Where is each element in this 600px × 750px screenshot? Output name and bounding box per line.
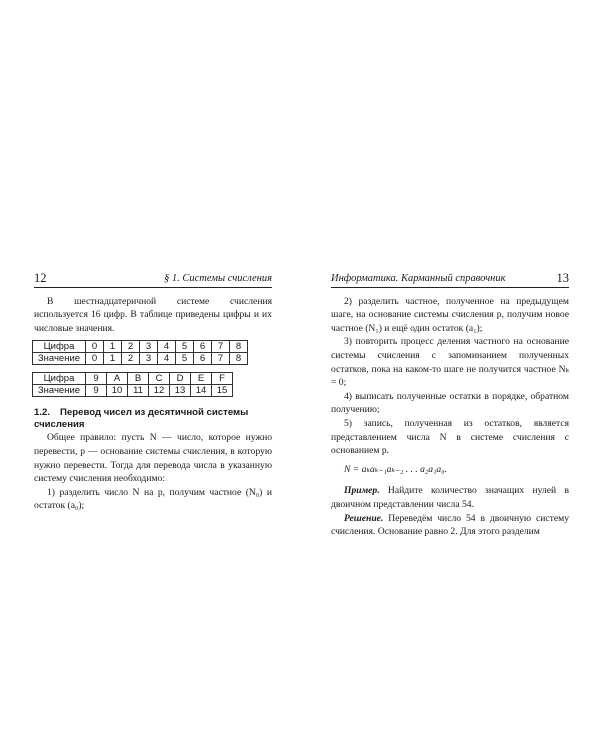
table-cell: 6 <box>194 353 212 365</box>
formula: N = aₖaₖ₋₁aₖ₋₂ . . . a₂a₁a₀. <box>344 463 447 475</box>
left-running-title: § 1. Системы счисления <box>164 273 272 284</box>
table-cell: 7 <box>212 353 230 365</box>
table-cell: 14 <box>191 385 212 397</box>
table-cell: 4 <box>158 341 176 353</box>
right-running-head <box>331 272 569 288</box>
table-row <box>33 385 233 397</box>
table-header-cell: Значение <box>33 385 86 397</box>
table-cell: 5 <box>176 353 194 365</box>
table-cell: A <box>107 373 128 385</box>
table-cell: C <box>149 373 170 385</box>
rule-paragraph: Общее правило: пусть N — число, которое нужно перевести, p — основание системы счисления, в которую нужно перевести. Тогда для перевода числа в указанную систему счисления необходимо: <box>34 432 272 485</box>
table-cell: 8 <box>230 353 248 365</box>
step-3: 3) повторить процесс деления частного на основание системы счисления с запоминанием полученных остатков, пока на каком-то шаге не получится частное Nₖ = 0; <box>331 336 569 389</box>
section-title: Перевод чисел из десятичной системы счисления <box>34 407 249 431</box>
step-2: 2) разделить частное, полученное на предыдущем шаге, на основание системы счисления p, получим новое частное (N₁) и ещё один остаток (a₁); <box>331 295 569 334</box>
right-page-number: 13 <box>556 271 569 285</box>
solution-text: Переведём число 54 в двоичную систему счисления. Основание равно 2. Для этого разделим <box>331 512 569 538</box>
right-running-title: Информатика. Карманный справочник <box>331 273 506 284</box>
table-cell: 1 <box>104 341 122 353</box>
table-cell: 1 <box>104 353 122 365</box>
digits-table-0-8 <box>32 340 248 365</box>
table-header-cell: Цифра <box>33 373 86 385</box>
step-5: 5) запись, полученная из остатков, является представлением числа N в системе счисления с основанием p. <box>331 417 569 457</box>
left-running-head <box>34 272 272 288</box>
table-row <box>33 353 248 365</box>
table-cell: 4 <box>158 353 176 365</box>
table-row <box>33 341 248 353</box>
digits-table-9-f <box>32 372 233 397</box>
section-number: 1.2. <box>34 407 51 419</box>
table-cell: 11 <box>128 385 149 397</box>
example-label: Пример. <box>344 485 380 497</box>
table-cell: 0 <box>86 353 104 365</box>
table-cell: 10 <box>107 385 128 397</box>
step-4: 4) выписать полученные остатки в порядке, обратном получению; <box>331 390 569 416</box>
table-cell: 3 <box>140 353 158 365</box>
table-header-cell: Цифра <box>33 341 86 353</box>
table-row <box>33 373 233 385</box>
example-paragraph <box>331 484 569 511</box>
example-text: Найдите количество значащих нулей в двоичном представлении числа 54. <box>331 485 569 510</box>
table-header-cell: Значение <box>33 353 86 365</box>
table-cell: E <box>191 373 212 385</box>
left-page <box>34 272 272 513</box>
table-cell: 15 <box>212 385 233 397</box>
intro-paragraph: В шестнадцатеричной системе счисления используется 16 цифр. В таблице приведены цифры и их числовые значения. <box>34 295 272 334</box>
table-cell: F <box>212 373 233 385</box>
right-page <box>331 272 569 539</box>
table-cell: 5 <box>176 341 194 353</box>
table-cell: 7 <box>212 341 230 353</box>
step-1: 1) разделить число N на p, получим частное (N₀) и остаток (a₀); <box>34 486 272 512</box>
solution-label: Решение. <box>344 512 384 524</box>
table-cell: 8 <box>230 341 248 353</box>
table-cell: 3 <box>140 341 158 353</box>
table-cell: 9 <box>86 373 107 385</box>
table-cell: 9 <box>86 385 107 397</box>
table-cell: D <box>170 373 191 385</box>
table-cell: 6 <box>194 341 212 353</box>
left-page-number: 12 <box>34 271 47 285</box>
table-cell: 12 <box>149 385 170 397</box>
table-cell: 2 <box>122 341 140 353</box>
table-cell: 2 <box>122 353 140 365</box>
section-heading <box>34 407 272 431</box>
table-cell: 0 <box>86 341 104 353</box>
table-cell: 13 <box>170 385 191 397</box>
solution-paragraph <box>331 512 569 539</box>
table-cell: B <box>128 373 149 385</box>
